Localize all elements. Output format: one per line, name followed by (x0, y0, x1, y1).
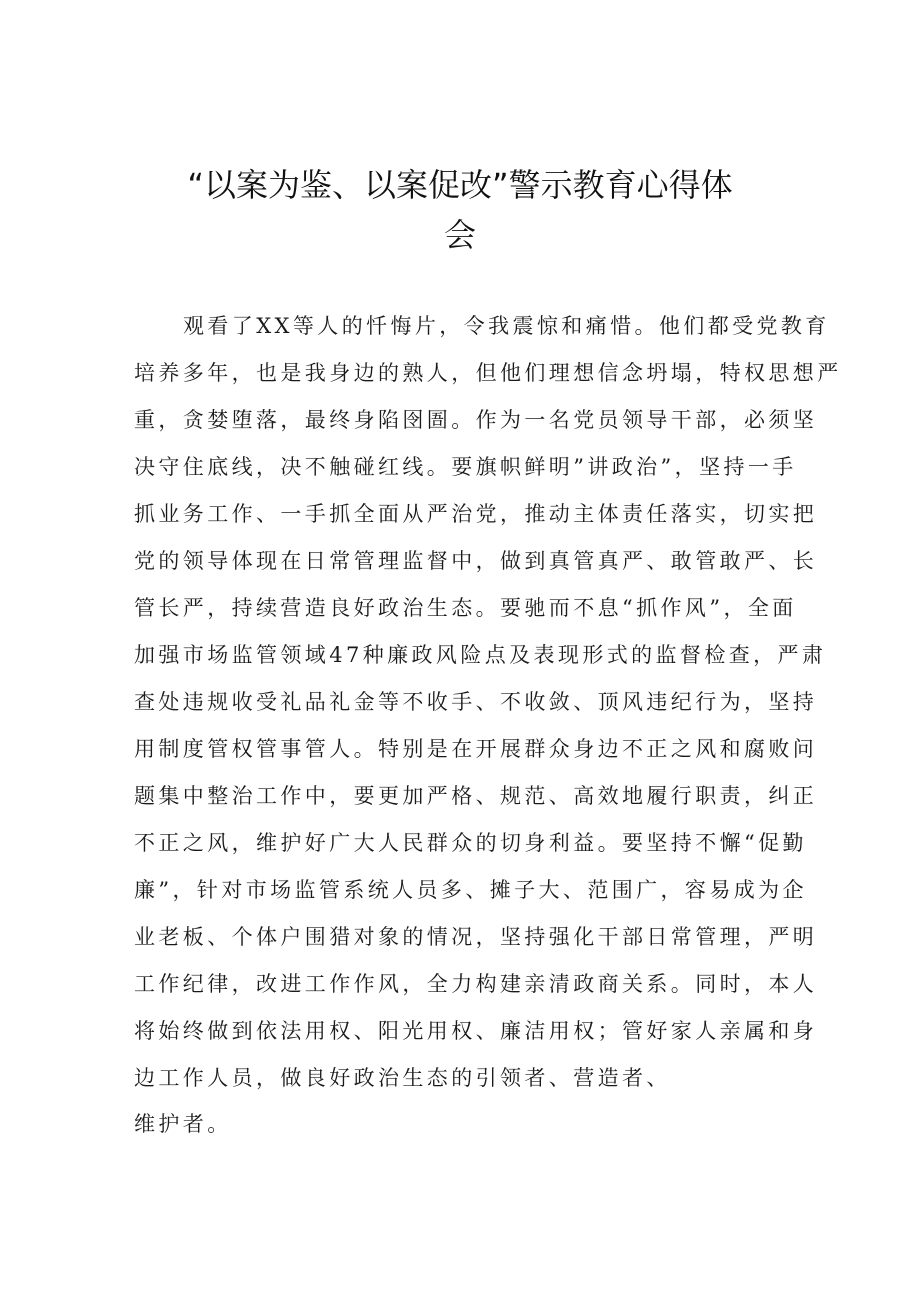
document-title (150, 160, 770, 260)
paragraph-line: 加强市场监管领域47种廉政风险点及表现形式的监督检查，严肃 (134, 643, 827, 667)
paragraph-line: 业老板、个体户围猎对象的情况，坚持强化干部日常管理，严明 (134, 925, 818, 949)
paragraph-line: 边工作人员，做良好政治生态的引领者、营造者、 (134, 1066, 671, 1090)
title-line-1: “以案为鉴、以案促改”警示教育心得体 (187, 166, 733, 204)
paragraph-line: 管长严，持续营造良好政治生态。要驰而不息“抓作风”，全面 (134, 596, 797, 620)
paragraph-line: 不正之风，维护好广大人民群众的切身利益。要坚持不懈“促勤 (134, 831, 807, 855)
paragraph-line: 党的领导体现在日常管理监督中，做到真管真严、敢管敢严、长 (134, 549, 818, 573)
paragraph-line: 将始终做到依法用权、阳光用权、廉洁用权；管好家人亲属和身 (134, 1019, 818, 1043)
paragraph-line: 重，贪婪堕落，最终身陷囹圄。作为一名党员领导干部，必须坚 (134, 408, 818, 432)
paragraph-line: 查处违规收受礼品礼金等不收手、不收敛、顶风违纪行为，坚持 (134, 690, 818, 714)
paragraph-line: 维护者。 (134, 1112, 232, 1136)
title-line-2: 会 (443, 216, 476, 254)
paragraph-line: 培养多年，也是我身边的熟人，但他们理想信念坍塌，特权思想严 (134, 361, 842, 385)
paragraph-line: 工作纪律，改进工作作风，全力构建亲清政商关系。同时，本人 (134, 972, 818, 996)
paragraph-line: 廉”，针对市场监管系统人员多、摊子大、范围广，容易成为企 (134, 878, 807, 902)
paragraph-line: 决守住底线，决不触碰红线。要旗帜鲜明”讲政治”，坚持一手 (134, 455, 797, 479)
paragraph-line: 用制度管权管事管人。特别是在开展群众身边不正之风和腐败问 (134, 737, 818, 761)
paragraph-line: 抓业务工作、一手抓全面从严治党，推动主体责任落实，切实把 (134, 502, 818, 526)
paragraph-line: 题集中整治工作中，要更加严格、规范、高效地履行职责，纠正 (134, 784, 818, 808)
paragraph-line: 观看了XX等人的忏悔片，令我震惊和痛惜。他们都受党教育 (183, 314, 830, 338)
